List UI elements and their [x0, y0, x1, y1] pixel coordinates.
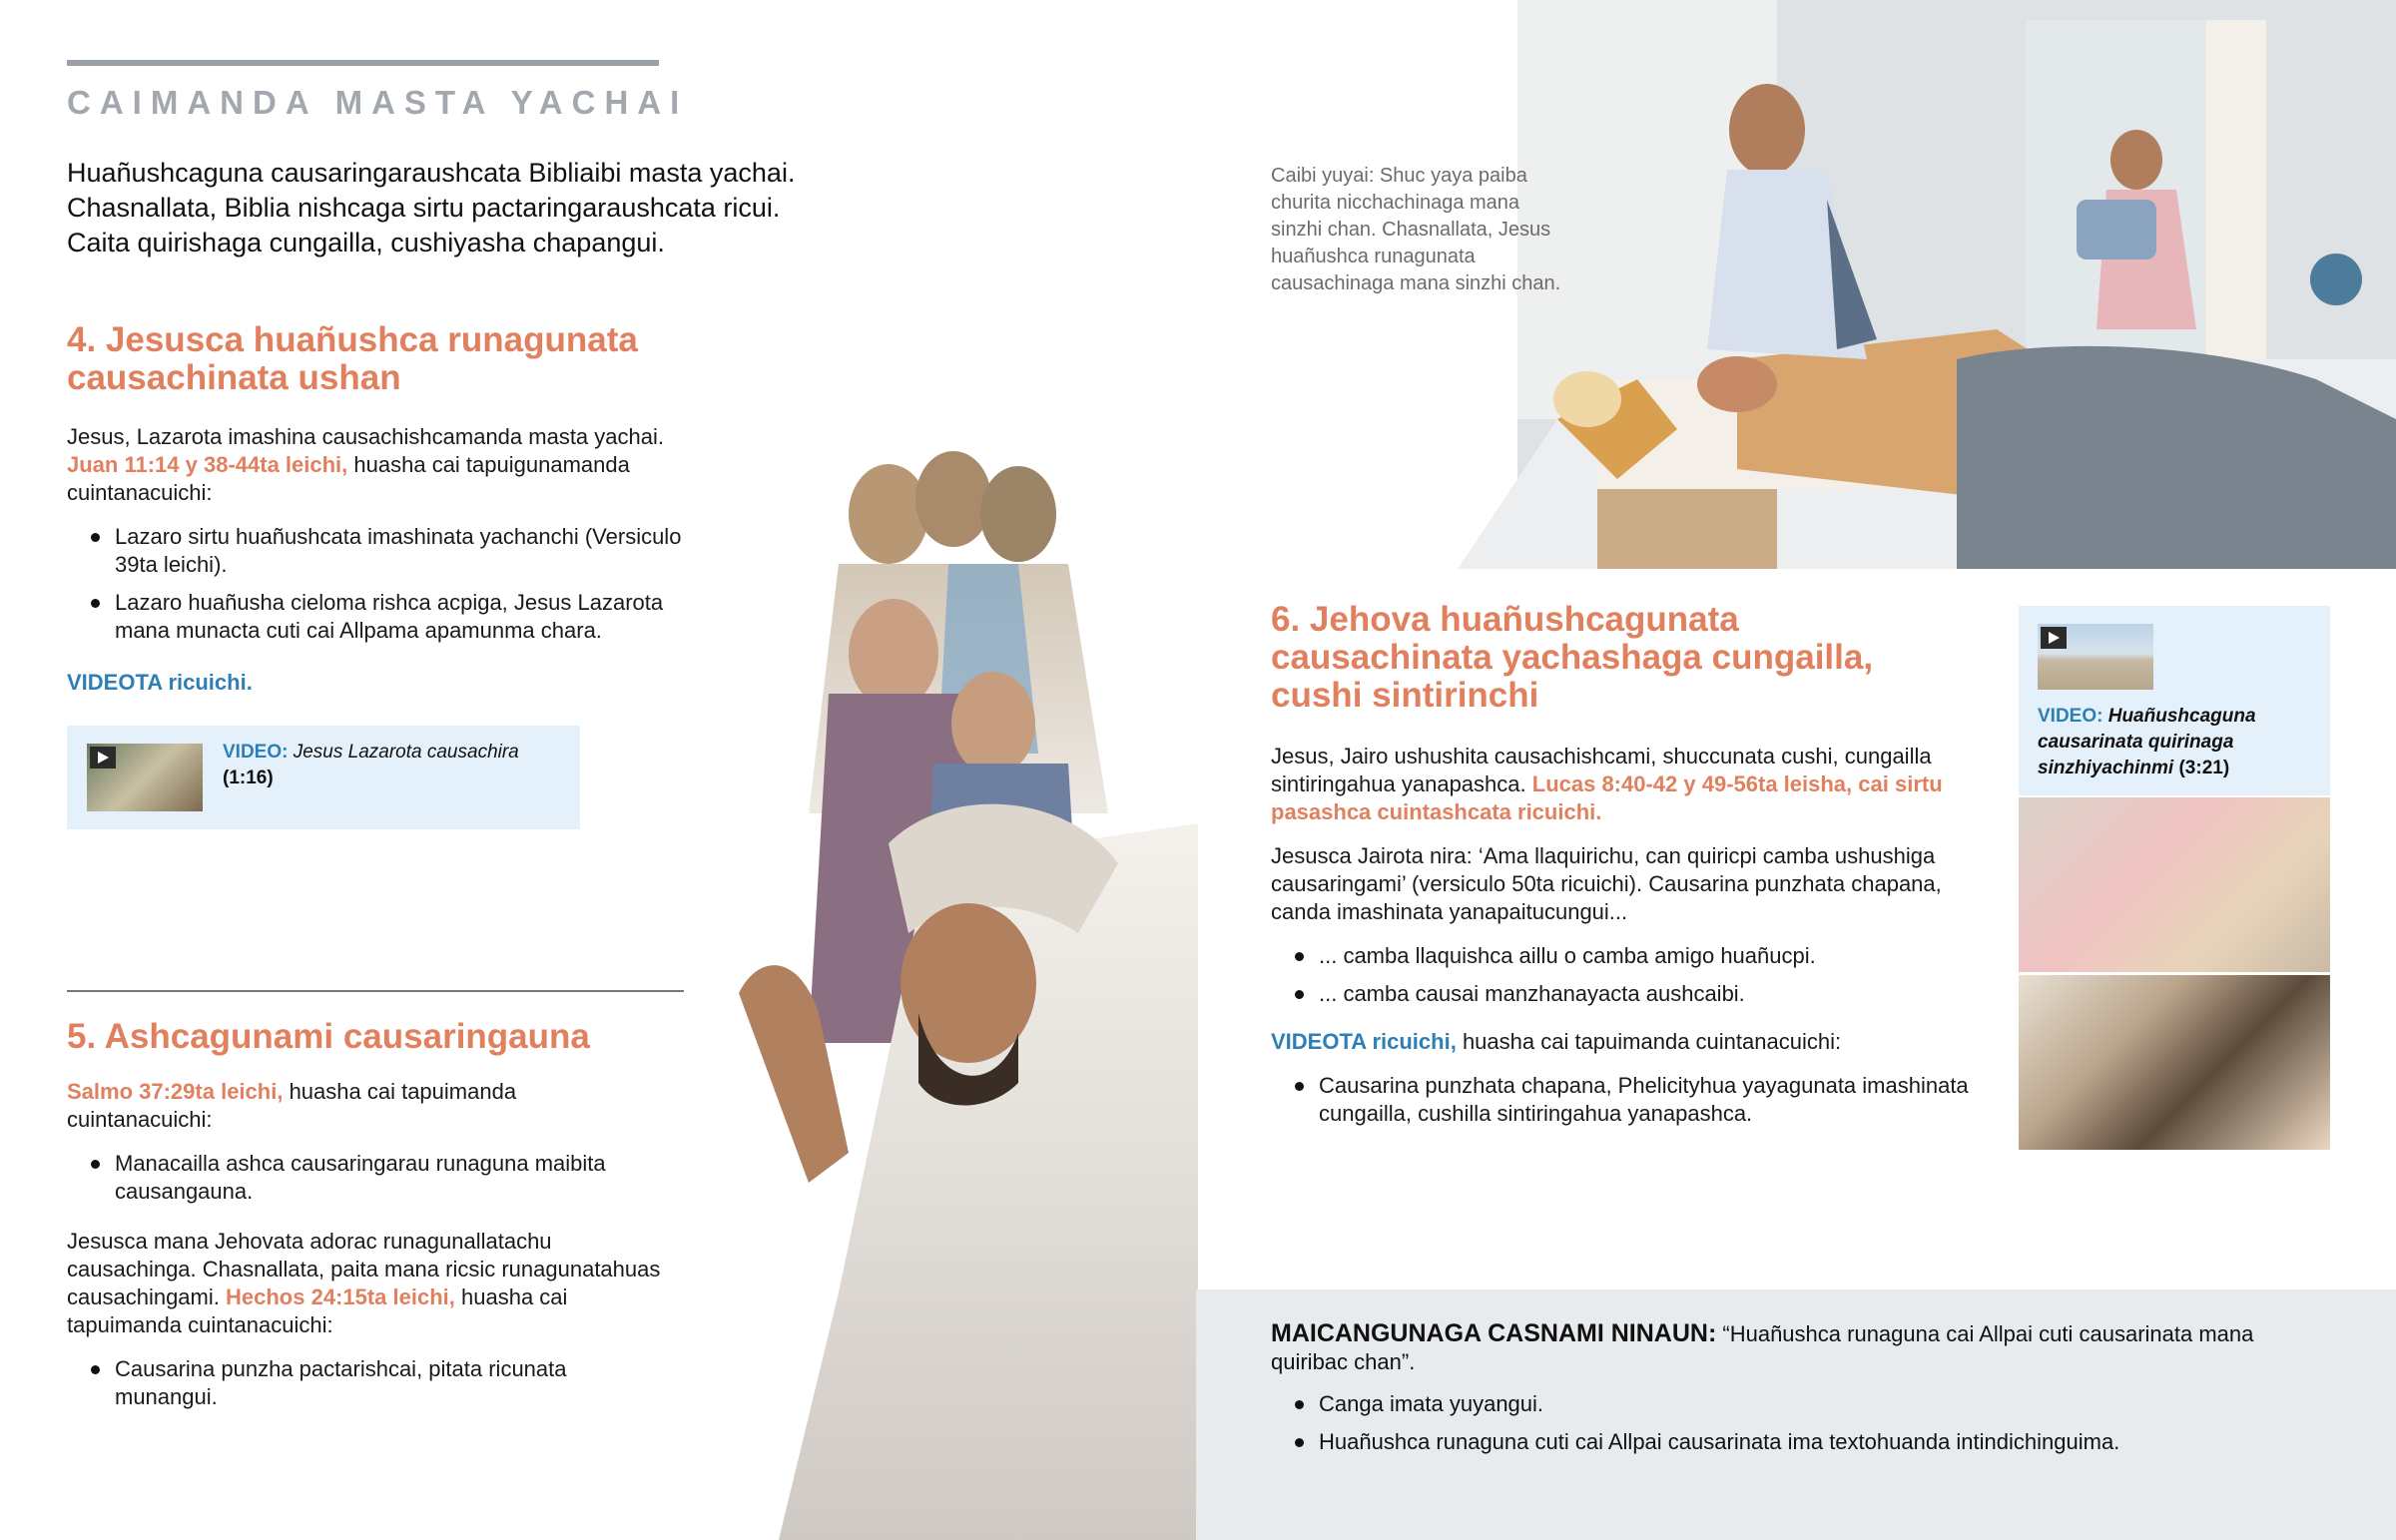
section-4-paragraph: [67, 423, 706, 507]
video-caption: [2038, 704, 2317, 781]
summary-heading-line: [1271, 1319, 2269, 1376]
section-5-paragraph: [67, 1228, 666, 1339]
video-duration: (3:21): [2178, 758, 2230, 778]
video-thumbnail[interactable]: [2038, 624, 2153, 690]
list-item: Huañushca runaguna cuti cai Allpai causarinata ima textohuanda intindichinguima.: [1271, 1428, 2269, 1456]
section-6-body: [1271, 743, 1970, 1128]
header-rule: [67, 60, 659, 66]
summary-quote: “Huañushca runaguna cai Allpai cuti causarinata mana quiribac chan”.: [1271, 1321, 2254, 1374]
section-6-paragraph: [1271, 1028, 1970, 1056]
summary-box: [1196, 1289, 2396, 1540]
video-thumbnail[interactable]: [87, 744, 203, 811]
play-icon[interactable]: [90, 747, 116, 769]
video-link[interactable]: VIDEOTA ricuichi.: [67, 670, 253, 695]
summary-heading: MAICANGUNAGA CASNAMI NINAUN:: [1271, 1319, 1717, 1347]
image-caption: Caibi yuyai: Shuc yaya paiba churita nicchachinaga mana sinzhi chan. Chasnallata, Jesus huañushca runagunata causachinaga mana sinzhi chan.: [1271, 165, 1561, 294]
paragraph-text: huasha cai tapuimanda cuintanacuichi:: [1462, 1029, 1842, 1054]
video-caption: [223, 740, 562, 791]
scripture-ref-link[interactable]: Salmo 37:29ta leichi,: [67, 1079, 284, 1104]
list-item: Causarina punzha pactarishcai, pitata ricunata munangui.: [67, 1355, 666, 1411]
video-link[interactable]: VIDEOTA ricuichi,: [1271, 1029, 1457, 1054]
section-4: [67, 321, 706, 713]
section-divider: [67, 990, 684, 992]
video-label: VIDEO:: [2038, 706, 2103, 727]
section-4-title: 4. Jesusca huañushca runagunata causachinata ushan: [67, 320, 638, 397]
list-item: Manacailla ashca causaringarau runaguna maibita causangauna.: [67, 1150, 666, 1206]
section-4-body: [67, 423, 706, 697]
section-6-paragraph: [1271, 743, 1970, 826]
list-item: Lazaro sirtu huañushcata imashinata yachanchi (Versiculo 39ta leichi).: [67, 523, 706, 579]
scripture-ref-link[interactable]: Lucas 8:40-42 y 49-56ta leisha, cai sirtu pasashca cuintashcata ricuichi.: [1271, 771, 1943, 824]
summary-content: [1271, 1319, 2269, 1472]
section-6-title: 6. Jehova huañushcagunata causachinata yachashaga cungailla, cushi sintirinchi: [1271, 600, 1874, 715]
intro-line: Chasnallata, Biblia nishcaga sirtu pactaringaraushcata ricui.: [67, 193, 781, 223]
bedroom-illustration: [1438, 0, 2396, 569]
section-6-bullets: [1271, 942, 1970, 1008]
list-item: Causarina punzhata chapana, Phelicityhua yayagunata imashinata cungailla, cushilla sintiringahua yanapashca.: [1271, 1072, 1970, 1128]
play-icon[interactable]: [2041, 627, 2067, 649]
list-item: Canga imata yuyangui.: [1271, 1390, 2269, 1418]
paragraph-text: Jesusca mana Jehovata adorac runagunallatachu causachinga. Chasnallata, paita mana ricsic runagunatahuas causachingami.: [67, 1229, 661, 1309]
paragraph-text: huasha cai tapuimanda cuintanacuichi:: [67, 1079, 517, 1132]
video-label: VIDEO:: [223, 742, 289, 763]
section-6-bullets: [1271, 1072, 1970, 1128]
summary-bullets: [1271, 1390, 2269, 1456]
section-5-bullets: [67, 1355, 666, 1411]
section-kicker: CAIMANDA MASTA YACHAI: [67, 84, 689, 121]
list-item: ... camba llaquishca aillu o camba amigo huañucpi.: [1271, 942, 1970, 970]
intro-text: [67, 156, 866, 260]
intro-line: Caita quirishaga cungailla, cushiyasha chapangui.: [67, 228, 665, 257]
scripture-ref-link[interactable]: Hechos 24:15ta leichi,: [226, 1284, 455, 1309]
video-title: Huañushcaguna causarinata quirinaga sinzhiyachinmi: [2038, 706, 2256, 778]
video-title: Jesus Lazarota causachira: [293, 742, 519, 763]
scripture-ref-link[interactable]: Juan 11:14 y 38-44ta leichi,: [67, 452, 348, 477]
video-duration: (1:16): [223, 768, 274, 788]
section-6-paragraph: Jesusca Jairota nira: ‘Ama llaquirichu, can quiricpi camba ushushiga causaringami’ (versiculo 50ta ricuichi). Causarina punzhata chapana, canda imashinata yanapaitucungui...: [1271, 843, 1942, 924]
list-item: ... camba causai manzhanayacta aushcaibi.: [1271, 980, 1970, 1008]
bible-study-photo: [2019, 975, 2330, 1150]
section-5-paragraph: [67, 1078, 666, 1134]
section-5-body: [67, 1078, 666, 1411]
hug-photo: [2019, 797, 2330, 972]
video-card-lazarus[interactable]: [67, 726, 580, 829]
video-card-hope[interactable]: [2019, 606, 2330, 795]
section-5-title: 5. Ashcagunami causaringauna: [67, 1017, 590, 1056]
paragraph-text: huasha cai tapuimanda cuintanacuichi:: [67, 1284, 568, 1337]
section-5: [67, 1018, 666, 1427]
paragraph-text: Jesus, Jairo ushushita causachishcami, shuccunata cushi, cungailla sintiringahua yanapashca.: [1271, 744, 1932, 796]
paragraph-text: Jesus, Lazarota imashina causachishcamanda masta yachai.: [67, 424, 664, 449]
section-4-bullets: [67, 523, 706, 645]
intro-line: Huañushcaguna causaringaraushcata Bibliaibi masta yachai.: [67, 158, 796, 188]
section-5-bullets: [67, 1150, 666, 1206]
lazarus-illustration: [689, 394, 1198, 1540]
section-6: [1271, 601, 1970, 1144]
list-item: Lazaro huañusha cieloma rishca acpiga, Jesus Lazarota mana munacta cuti cai Allpama apamunma chara.: [67, 589, 706, 645]
paragraph-text: huasha cai tapuigunamanda cuintanacuichi:: [67, 452, 630, 505]
